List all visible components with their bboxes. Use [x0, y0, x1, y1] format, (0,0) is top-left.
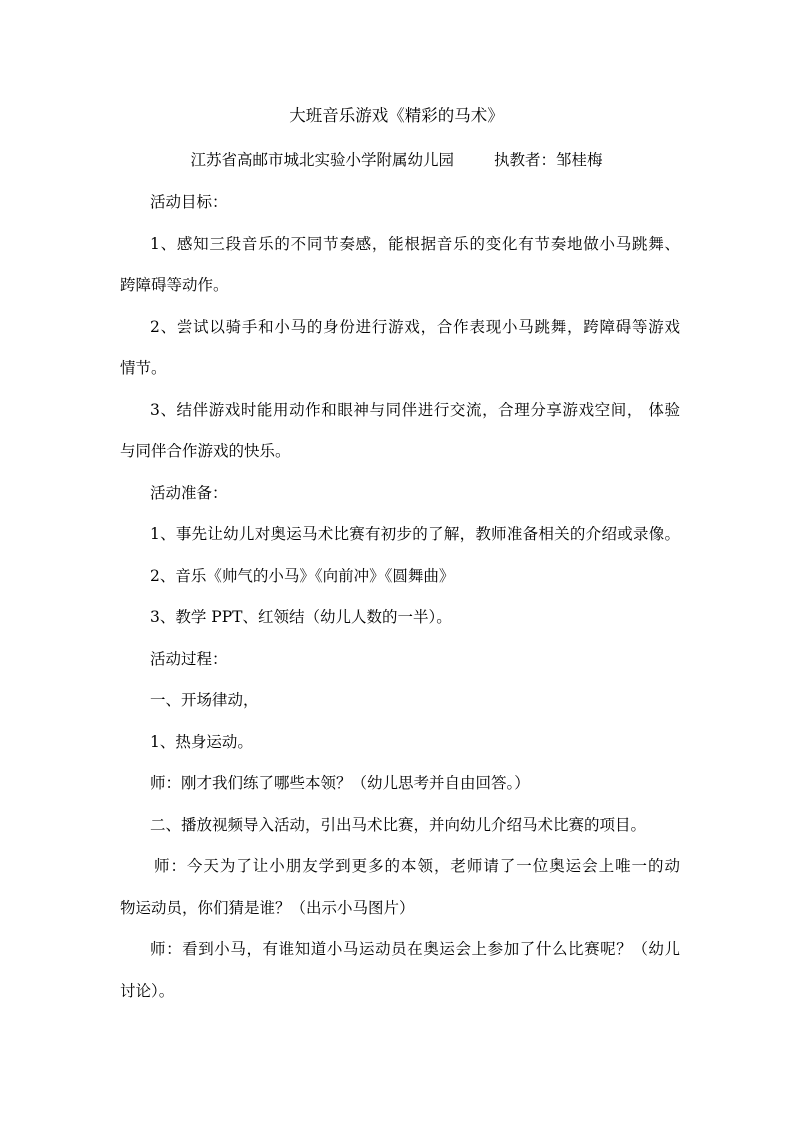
process-heading: 活动过程：: [150, 650, 228, 668]
goal-1-line-1: 1、感知三段音乐的不同节奏感，能根据音乐的变化有节奏地做小马跳舞、: [150, 235, 680, 253]
goal-1-line-2: 跨障碍等动作。: [120, 276, 229, 294]
school-name: 江苏省高邮市城北实验小学附属幼儿园: [190, 151, 454, 169]
goal-2-line-1: 2、尝试以骑手和小马的身份进行游戏，合作表现小马跳舞，跨障碍等游戏: [150, 318, 680, 336]
teacher-question-2-line-1: 师：今天为了让小朋友学到更多的本领，老师请了一位奥运会上唯一的动: [154, 857, 680, 875]
prep-item-3: 3、教学 PPT、红领结（幼儿人数的一半）。: [150, 608, 452, 626]
teacher-question-2-line-2: 物运动员，你们猜是谁？（出示小马图片）: [120, 899, 415, 917]
teacher-question-3-line-1: 师：看到小马，有谁知道小马运动员在奥运会上参加了什么比赛呢？（幼儿: [150, 940, 680, 958]
teacher-question-3-line-2: 讨论）。: [120, 982, 175, 1000]
goal-3-line-2: 与同伴合作游戏的快乐。: [120, 442, 291, 460]
document-title: 大班音乐游戏《精彩的马术》: [289, 106, 504, 125]
prep-item-2: 2、音乐《帅气的小马》《向前冲》《圆舞曲》: [150, 567, 455, 585]
author-line: [0, 150, 793, 170]
step-1-1: 1、热身运动。: [150, 733, 253, 751]
goals-heading: 活动目标：: [150, 193, 228, 211]
goal-2-line-2: 情节。: [120, 359, 167, 377]
teacher-question-1: 师：刚才我们练了哪些本领？（幼儿思考并自由回答。）: [150, 774, 530, 792]
prep-item-1: 1、事先让幼儿对奥运马术比赛有初步的了解，教师准备相关的介绍或录像。: [150, 525, 680, 543]
teacher-name: 执教者：邹桂梅: [494, 151, 603, 169]
prep-heading: 活动准备：: [150, 484, 228, 502]
step-2: 二、播放视频导入活动，引出马术比赛，并向幼儿介绍马术比赛的项目。: [150, 816, 647, 834]
goal-3-line-1: 3、结伴游戏时能用动作和眼神与同伴进行交流，合理分享游戏空间， 体验: [150, 401, 680, 419]
step-1: 一、开场律动，: [150, 691, 259, 709]
